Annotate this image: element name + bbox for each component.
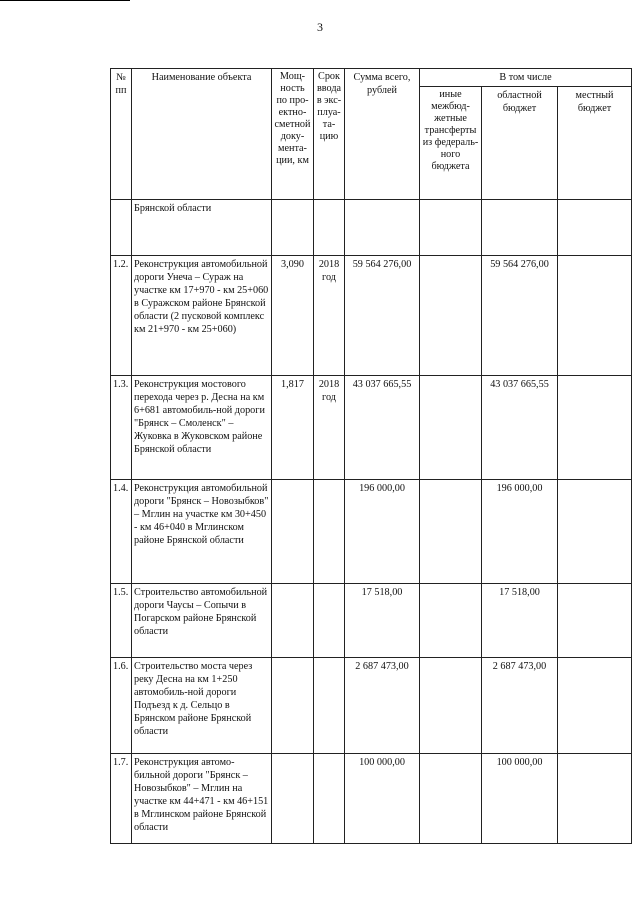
cell-name: Строительство моста через реку Десна на км 1+250 автомобиль-ной дороги Подъезд к д. Сельцо в Брянском районе Брянской области xyxy=(132,658,272,754)
cell-name: Реконструкция автомо-бильной дороги "Брянск – Новозыбков" – Мглин на участке км 44+471 - км 46+151 в Мглинском районе Брянской области xyxy=(132,754,272,844)
cell-other xyxy=(420,658,482,754)
cell-no: 1.2. xyxy=(111,256,132,376)
table-row xyxy=(111,584,632,658)
cell-term xyxy=(314,754,345,844)
cell-other xyxy=(420,584,482,658)
cell-term xyxy=(314,658,345,754)
cell-regional: 43 037 665,55 xyxy=(482,376,558,480)
table-row xyxy=(111,754,632,844)
cell-local xyxy=(558,480,632,584)
cell-name: Реконструкция автомобильной дороги Унеча – Сураж на участке км 17+970 - км 25+060 в Суражском районе Брянской области (2 пусковой комплекс км 21+970 - км 25+060) xyxy=(132,256,272,376)
cell-other xyxy=(420,754,482,844)
cell-name: Реконструкция мостового перехода через р. Десна на км 6+681 автомобиль-ной дороги "Брянск – Смоленск" – Жуковка в Жуковском районе Брянской области xyxy=(132,376,272,480)
cell-total: 59 564 276,00 xyxy=(345,256,420,376)
cell-local xyxy=(558,658,632,754)
cell-no: 1.7. xyxy=(111,754,132,844)
budget-table xyxy=(110,68,632,844)
cell-capacity xyxy=(272,754,314,844)
cell-other xyxy=(420,480,482,584)
top-edge-line xyxy=(0,0,130,1)
header-term: Срок ввода в экс-плуа-та-цию xyxy=(314,69,345,200)
cell-capacity xyxy=(272,200,314,256)
cell-regional: 196 000,00 xyxy=(482,480,558,584)
cell-term: 2018 год xyxy=(314,256,345,376)
cell-local xyxy=(558,200,632,256)
cell-regional: 59 564 276,00 xyxy=(482,256,558,376)
cell-total: 196 000,00 xyxy=(345,480,420,584)
header-regional: областной бюджет xyxy=(482,87,558,200)
cell-total: 17 518,00 xyxy=(345,584,420,658)
cell-capacity: 3,090 xyxy=(272,256,314,376)
table-row xyxy=(111,256,632,376)
cell-term xyxy=(314,480,345,584)
cell-regional xyxy=(482,200,558,256)
cell-local xyxy=(558,754,632,844)
cell-no xyxy=(111,200,132,256)
cell-regional: 2 687 473,00 xyxy=(482,658,558,754)
cell-other xyxy=(420,256,482,376)
header-name: Наименование объекта xyxy=(132,69,272,200)
cell-capacity xyxy=(272,480,314,584)
cell-no: 1.5. xyxy=(111,584,132,658)
cell-no: 1.3. xyxy=(111,376,132,480)
table-row xyxy=(111,200,632,256)
cell-local xyxy=(558,584,632,658)
cell-term xyxy=(314,200,345,256)
header-local: местный бюджет xyxy=(558,87,632,200)
page-number: 3 xyxy=(317,20,323,34)
cell-local xyxy=(558,376,632,480)
header-capacity: Мощ-ность по про-ектно-сметной доку-мента-ции, км xyxy=(272,69,314,200)
cell-regional: 100 000,00 xyxy=(482,754,558,844)
cell-total: 100 000,00 xyxy=(345,754,420,844)
table-row xyxy=(111,376,632,480)
cell-total: 2 687 473,00 xyxy=(345,658,420,754)
cell-regional: 17 518,00 xyxy=(482,584,558,658)
cell-total: 43 037 665,55 xyxy=(345,376,420,480)
cell-capacity: 1,817 xyxy=(272,376,314,480)
cell-name: Брянской области xyxy=(132,200,272,256)
header-total: Сумма всего, рублей xyxy=(345,69,420,200)
cell-term xyxy=(314,584,345,658)
header-other-transfers: иные межбюд-жетные трансферты из федераль-ного бюджета xyxy=(420,87,482,200)
cell-capacity xyxy=(272,658,314,754)
header-no: № пп xyxy=(111,69,132,200)
cell-name: Реконструкция автомобильной дороги "Брянск – Новозыбков" – Мглин на участке км 30+450 - км 46+040 в Мглинском районе Брянской области xyxy=(132,480,272,584)
cell-total xyxy=(345,200,420,256)
cell-capacity xyxy=(272,584,314,658)
table-row xyxy=(111,480,632,584)
table-row xyxy=(111,658,632,754)
cell-local xyxy=(558,256,632,376)
cell-no: 1.4. xyxy=(111,480,132,584)
cell-term: 2018 год xyxy=(314,376,345,480)
cell-other xyxy=(420,200,482,256)
cell-name: Строительство автомобильной дороги Чаусы – Сопычи в Погарском районе Брянской области xyxy=(132,584,272,658)
header-including: В том числе xyxy=(420,69,632,87)
cell-no: 1.6. xyxy=(111,658,132,754)
cell-other xyxy=(420,376,482,480)
